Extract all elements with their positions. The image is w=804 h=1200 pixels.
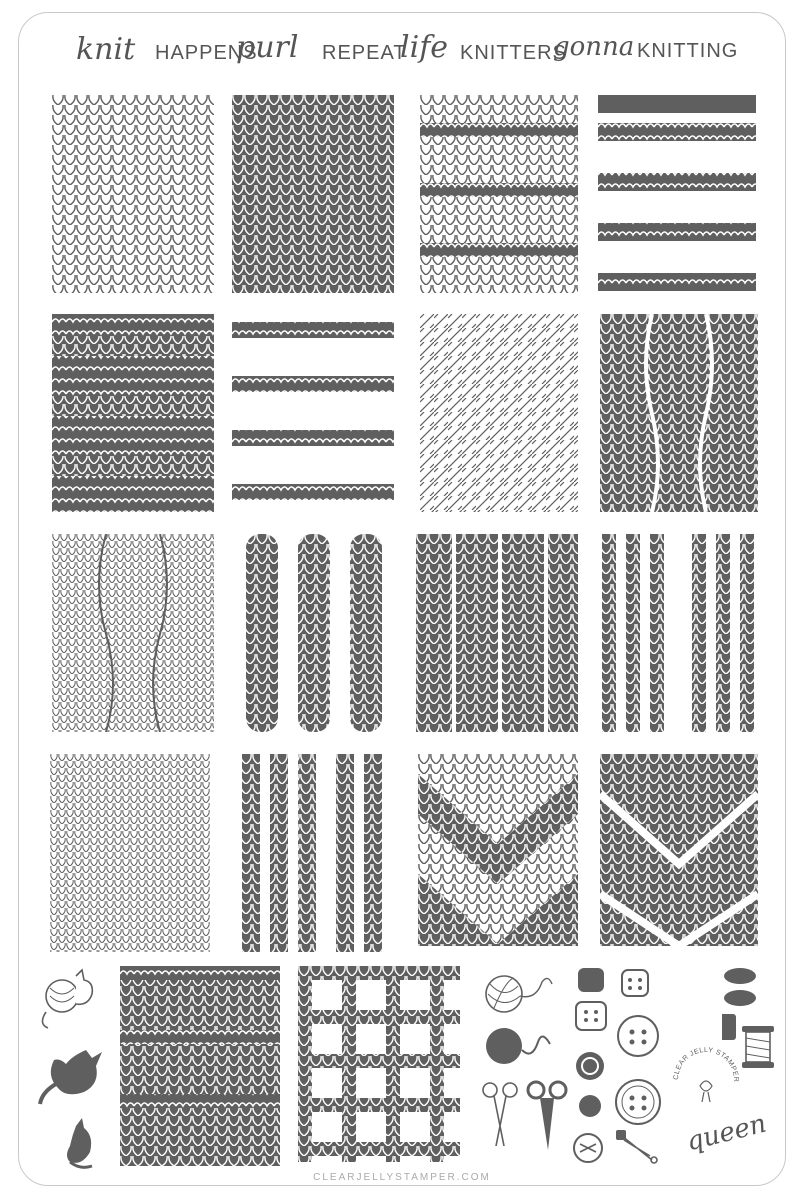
- knit-stitch-tile: [52, 95, 214, 293]
- word-happens: HAPPENS: [155, 42, 258, 64]
- rib-purl-tile: [52, 314, 214, 512]
- rect-button-icon: [722, 1014, 736, 1040]
- word-knitters: KNITTERS: [460, 42, 567, 64]
- round-button-solid-icon: [576, 1052, 604, 1080]
- fine-cable-tile: [52, 534, 214, 732]
- seal-text: CLEAR JELLY STAMPER: [672, 1046, 740, 1083]
- eyelet-rib-tile: [416, 534, 578, 732]
- word-queen: queen: [683, 1108, 770, 1158]
- cats-column: [36, 966, 108, 1176]
- word-row: [0, 30, 804, 80]
- safety-pin-icon: [616, 1130, 657, 1163]
- small-cat-icon: [67, 1118, 92, 1167]
- knit-purl-band-tile: [420, 95, 578, 293]
- sewing-notions: [476, 960, 676, 1176]
- yarn-ball-solid-icon: [486, 1028, 550, 1064]
- word-repeat: REPEAT: [322, 42, 407, 64]
- rib-columns-tile: [600, 534, 758, 732]
- word-life: life: [400, 30, 449, 65]
- brand-seal: [666, 1040, 746, 1120]
- thread-spool-icon: [742, 1026, 774, 1068]
- seed-knit-tile: [120, 966, 280, 1166]
- cat-with-yarn-icon: [42, 970, 92, 1028]
- oval-button-icon: [724, 968, 756, 984]
- scissors-outline-icon: [483, 1083, 517, 1146]
- cable-columns-tile: [244, 534, 384, 732]
- purl-stripes-tile: [598, 95, 756, 293]
- word-purl: purl: [236, 30, 299, 65]
- footer-url: CLEARJELLYSTAMPER.COM: [313, 1172, 491, 1183]
- square-button-outline-icon: [622, 970, 648, 996]
- svg-text:CLEAR JELLY STAMPER: [673, 1047, 739, 1082]
- chevron-knit-tile: [418, 754, 578, 946]
- knit-stitch-dark-tile: [232, 95, 394, 293]
- narrow-rib-tile: [240, 754, 384, 952]
- leaf-stitch-tile: [420, 314, 578, 512]
- word-knit: knit: [76, 32, 136, 67]
- lattice-tile: [298, 966, 460, 1162]
- cable-dark-tile: [600, 314, 758, 512]
- fine-knit-tile: [50, 754, 210, 952]
- word-knitting: KNITTING: [637, 40, 739, 62]
- purl-bump-rows-tile: [232, 314, 394, 512]
- scissors-solid-icon: [528, 1082, 566, 1150]
- round-button-icon: [618, 1016, 658, 1056]
- cat-silhouette-icon: [40, 1050, 102, 1104]
- square-button-icon: [578, 968, 604, 992]
- word-gonna: gonna: [553, 32, 635, 62]
- yarn-ball-outline-icon: [486, 976, 552, 1012]
- chevron-dark-tile: [600, 754, 758, 946]
